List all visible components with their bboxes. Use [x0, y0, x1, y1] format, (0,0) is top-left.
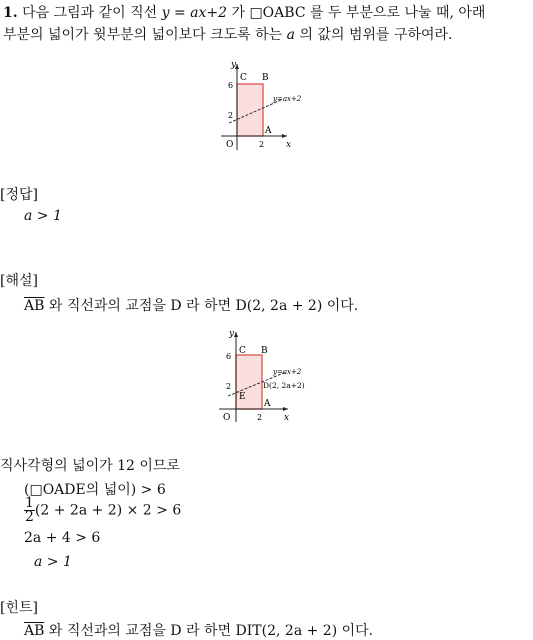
x-axis-arrow-icon [282, 134, 287, 138]
label-y: y [231, 60, 237, 70]
label-y: y [229, 329, 235, 339]
hint-line-1 [24, 620, 373, 640]
problem-text-2a: 부분의 넓이가 윗부분의 넓이보다 크도록 하는 [3, 27, 287, 43]
explanation-step-3-rest: (2 + 2a + 2) × 2 > 6 [34, 502, 182, 519]
variable-a: a [286, 27, 296, 43]
answer-value: a > 1 [24, 208, 62, 224]
problem-number: 1. [3, 5, 18, 21]
label-e: E [239, 392, 246, 402]
label-c: C [239, 346, 246, 356]
figure-1 [215, 58, 305, 153]
label-x: x [286, 140, 292, 150]
y-axis-arrow-icon [234, 332, 238, 337]
label-two-y: 2 [228, 111, 234, 120]
explanation-step-4: 2a + 4 > 6 [24, 530, 101, 546]
fraction-denominator: 2 [25, 509, 34, 525]
problem-text-2b: 의 값의 범위를 구하여라. [295, 27, 453, 43]
label-origin: O [226, 140, 234, 150]
x-axis-arrow-icon [283, 407, 288, 411]
hint-heading: [힌트] [0, 600, 38, 616]
label-a: A [264, 399, 271, 409]
answer-heading: [정답] [0, 187, 38, 203]
problem-text-1b: 가 □OABC 를 두 부분으로 나눌 때, 아래 [227, 5, 486, 21]
label-two-x: 2 [259, 140, 265, 149]
explanation-text-1: 와 직선과의 교점을 D 라 하면 D(2, 2a + 2) 이다. [44, 298, 359, 314]
explanation-line-1 [24, 295, 358, 315]
label-six: 6 [228, 81, 234, 90]
explanation-heading: [해설] [0, 273, 38, 289]
figure-2 [214, 328, 314, 424]
line-equation: y = ax+2 [161, 5, 228, 21]
label-two-y: 2 [226, 382, 232, 391]
label-two-x: 2 [257, 413, 263, 422]
fraction-numerator: 1 [25, 495, 34, 511]
problem-line-1 [3, 2, 485, 22]
label-b: B [261, 346, 268, 356]
segment-ab: $\overline{AB}$ [24, 623, 45, 639]
segment-ab: $\overline{AB}$ [24, 298, 45, 314]
line-label: y=ax+2 [273, 95, 302, 103]
explanation-step-3 [24, 497, 181, 524]
explanation-step-5: a > 1 [34, 554, 72, 570]
hint-text-1: 와 직선과의 교점을 D 라 하면 DIT(2, 2a + 2) 이다. [44, 623, 374, 639]
label-c: C [240, 73, 247, 83]
explanation-step-1: 직사각형의 넓이가 12 이므로 [0, 458, 180, 474]
label-d: D(2, 2a+2) [263, 381, 305, 390]
label-a: A [265, 126, 272, 136]
label-origin: O [223, 413, 231, 423]
explanation-step-2: (□OADE의 넓이) > 6 [24, 482, 166, 498]
line-label: y=ax+2 [273, 368, 302, 376]
problem-line-2 [3, 24, 453, 44]
label-b: B [262, 73, 269, 83]
problem-text-1a: 다음 그림과 같이 직선 [22, 5, 162, 21]
label-six: 6 [226, 352, 232, 361]
fraction-one-half [24, 497, 35, 524]
label-x: x [284, 413, 290, 423]
